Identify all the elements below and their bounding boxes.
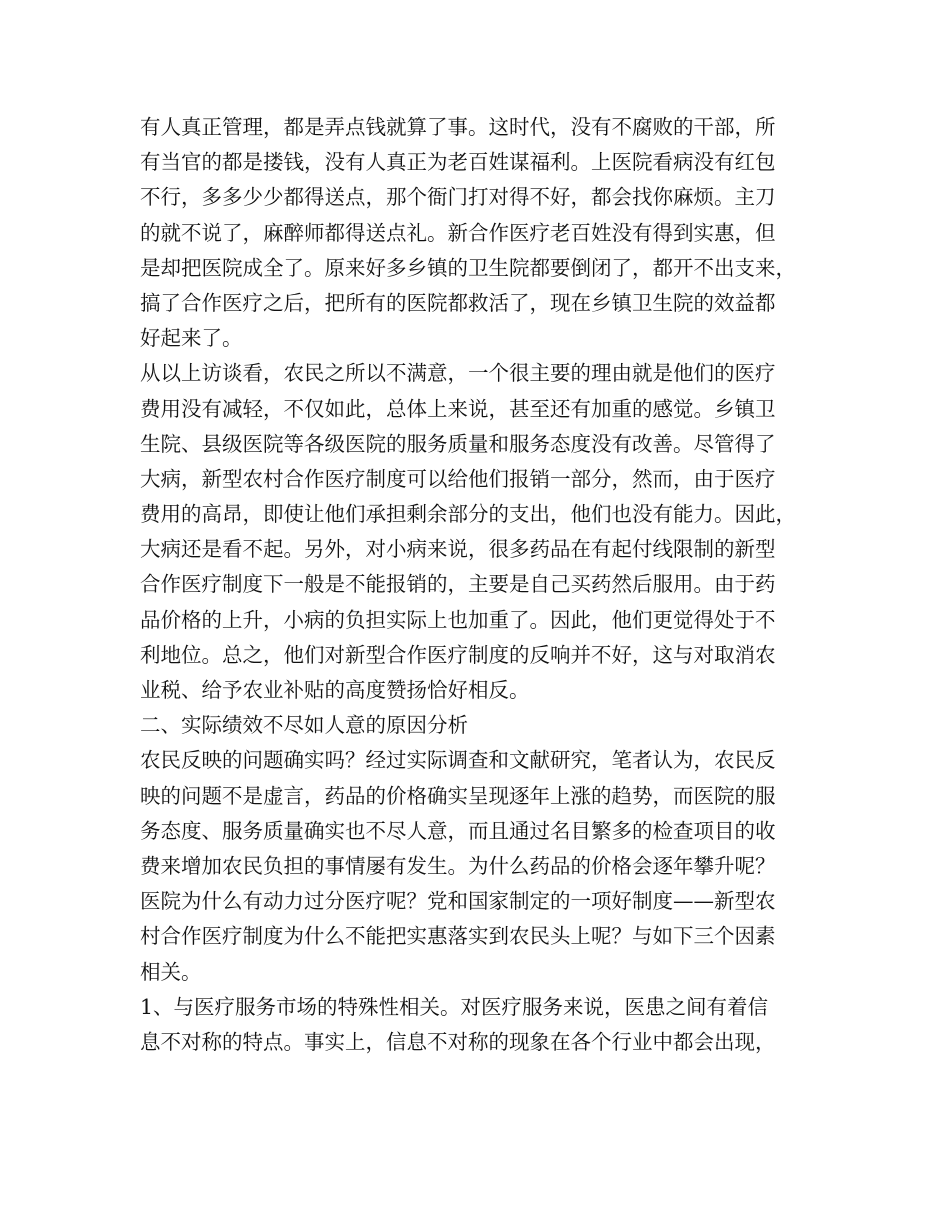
text-line: 不行，多多少少都得送点，那个衙门打对得不好，都会找你麻烦。主刀: [140, 185, 776, 210]
section-heading: 二、实际绩效不尽如人意的原因分析: [140, 713, 468, 738]
text-line: 有当官的都是搂钱，没有人真正为老百姓谋福利。上医院看病没有红包: [140, 150, 776, 175]
text-line: 医院为什么有动力过分医疗呢？党和国家制定的一项好制度——新型农: [140, 889, 776, 914]
text-line: 合作医疗制度下一般是不能报销的，主要是自己买药然后服用。由于药: [140, 572, 776, 597]
text-line: 业税、给予农业补贴的高度赞扬恰好相反。: [140, 678, 530, 702]
text-line: 好起来了。: [140, 326, 243, 351]
text-line: 利地位。总之，他们对新型合作医疗制度的反响并不好，这与对取消农: [140, 642, 776, 667]
text-line: 从以上访谈看，农民之所以不满意，一个很主要的理由就是他们的医疗: [140, 361, 776, 386]
text-line: 村合作医疗制度为什么不能把实惠落实到农民头上呢？与如下三个因素: [140, 924, 776, 949]
text-line: 映的问题不是虚言，药品的价格确实呈现逐年上涨的趋势，而医院的服: [140, 783, 776, 808]
text-line: 费用的高昂，即使让他们承担剩余部分的支出，他们也没有能力。因此，: [140, 502, 796, 527]
text-line: 的就不说了，麻醉师都得送点礼。新合作医疗老百姓没有得到实惠，但: [140, 220, 776, 245]
text-line: 农民反映的问题确实吗？经过实际调查和文献研究，笔者认为，农民反: [140, 748, 776, 773]
text-line: 搞了合作医疗之后，把所有的医院都救活了，现在乡镇卫生院的效益都: [140, 290, 776, 315]
text-line: 是却把医院成全了。原来好多乡镇的卫生院都要倒闭了，都开不出支来，: [140, 255, 796, 280]
body-text: [140, 110, 830, 1060]
text-line: 务态度、服务质量确实也不尽人意，而且通过名目繁多的检查项目的收: [140, 818, 776, 843]
text-line: 费用没有减轻，不仅如此，总体上来说，甚至还有加重的感觉。乡镇卫: [140, 396, 776, 421]
text-line: 生院、县级医院等各级医院的服务质量和服务态度没有改善。尽管得了: [140, 431, 776, 456]
text-line: 1、与医疗服务市场的特殊性相关。对医疗服务来说，医患之间有着信: [140, 994, 769, 1019]
text-line: 大病还是看不起。另外，对小病来说，很多药品在有起付线限制的新型: [140, 537, 776, 562]
text-line: 费来增加农民负担的事情屡有发生。为什么药品的价格会逐年攀升呢？: [140, 853, 776, 878]
text-line: 相关。: [140, 959, 202, 984]
text-line: 息不对称的特点。事实上，信息不对称的现象在各个行业中都会出现，: [140, 1029, 776, 1054]
text-line: 品价格的上升，小病的负担实际上也加重了。因此，他们更觉得处于不: [140, 607, 776, 632]
text-line: 有人真正管理，都是弄点钱就算了事。这时代，没有不腐败的干部，所: [140, 115, 776, 139]
text-line: 大病，新型农村合作医疗制度可以给他们报销一部分，然而，由于医疗: [140, 466, 776, 491]
